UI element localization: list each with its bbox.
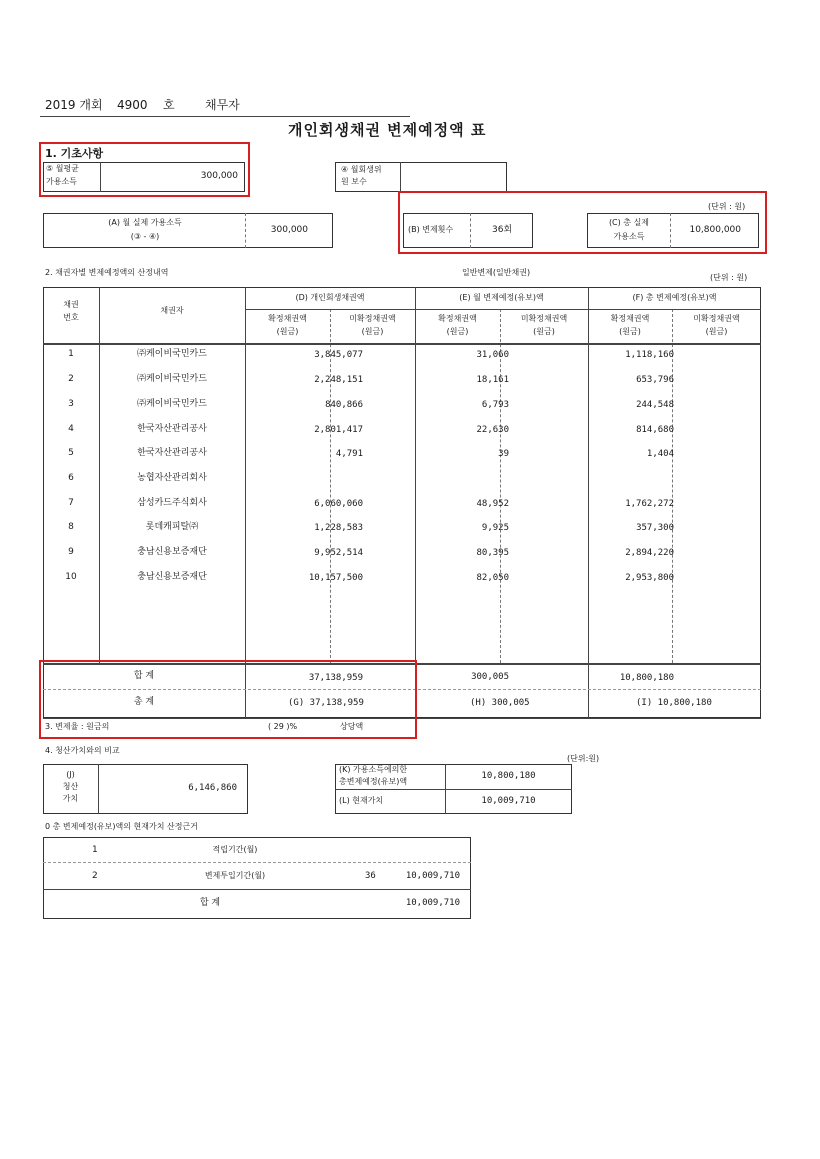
row-f: 1,118,160: [625, 350, 674, 360]
sub-won-e: (원금): [446, 327, 469, 336]
col-d-header: (D) 개인회생채권액: [295, 293, 365, 302]
cell-divider: [330, 309, 331, 663]
monthly-income-label: ⑤ 월평균: [46, 164, 79, 173]
row-d: 9,952,514: [314, 548, 363, 558]
row-d: 6,060,060: [314, 499, 363, 509]
pv-row2-label: 변제투입기간(월): [204, 871, 266, 880]
unit-label: (단위 : 원): [708, 202, 746, 211]
row-no: 4: [68, 424, 74, 434]
cell-divider: [672, 309, 673, 663]
highlight-box-total: [39, 660, 417, 739]
sum-label: 합 계: [133, 671, 155, 681]
header-underline: [40, 116, 410, 117]
col-e-header: (E) 월 변제예정(유보)액: [459, 293, 544, 302]
l-label: (L) 현재가치: [339, 796, 384, 805]
summary-a-label: (A) 월 실제 가용소득: [108, 218, 182, 227]
sub-won-d2: (원금): [361, 327, 384, 336]
section1-title: 1. 기초사항: [45, 147, 104, 160]
summary-a-label-2: (③ - ④): [130, 232, 160, 241]
sub-confirmed-f: 확정채권액: [610, 314, 650, 323]
pv-row2-no: 2: [92, 871, 98, 881]
row-e: 18,161: [476, 375, 509, 385]
col-creditor-header: 채권자: [160, 306, 184, 315]
cell-divider: [500, 309, 501, 663]
page-title: 개인회생채권 변제예정액 표: [288, 121, 487, 139]
row-divider: [43, 862, 471, 863]
row-d: 4,791: [335, 449, 363, 459]
row-creditor: 한국자산관리공사: [137, 424, 207, 434]
debtor-label: 채무자: [205, 98, 240, 112]
section2-title: 2. 채권자별 변제예정액의 산정내역: [45, 268, 169, 277]
pv-row2-months: 36: [365, 871, 376, 881]
k-label-2: 총변제예정(유보)액: [339, 777, 408, 786]
row-divider: [245, 309, 761, 310]
sum-d: 37,138,959: [308, 673, 363, 683]
repayment-rate-value: ( 29 )%: [268, 722, 298, 731]
case-number: 4900: [117, 98, 148, 112]
row-d: 10,157,500: [308, 573, 363, 583]
row-e: 48,952: [476, 499, 509, 509]
row-creditor: 충남신용보증재단: [137, 547, 207, 557]
row-creditor: 충남신용보증재단: [137, 572, 207, 582]
summary-c-value: 10,800,000: [689, 225, 741, 235]
col-no-header: 채권: [63, 300, 79, 309]
row-creditor: ㈜케이비국민카드: [137, 349, 207, 359]
monthly-income-label-2: 가용소득: [46, 177, 77, 186]
section4-title: 4. 청산가치와의 비교: [45, 746, 120, 755]
summary-a-value: 300,000: [270, 225, 308, 235]
summary-c-label-2: 가용소득: [613, 232, 645, 241]
row-divider: [43, 343, 761, 345]
row-d: 3,845,077: [314, 350, 363, 360]
row-no: 10: [65, 572, 77, 582]
row-e: 82,050: [476, 573, 509, 583]
row-no: 6: [68, 473, 74, 483]
row-creditor: 롯데캐피탈㈜: [145, 522, 199, 532]
sub-won-d: (원금): [276, 327, 299, 336]
row-no: 9: [68, 547, 74, 557]
row-creditor: ㈜케이비국민카드: [137, 374, 207, 384]
row-f: 357,300: [636, 523, 674, 533]
sub-confirmed-d: 확정채권액: [268, 314, 307, 323]
sum-e: 300,005: [471, 672, 509, 682]
j-label-3: 가치: [62, 794, 79, 803]
j-label-2: 청산: [62, 782, 79, 791]
pv-row1-no: 1: [92, 845, 98, 855]
row-no: 8: [68, 522, 74, 532]
cell-divider: [670, 213, 671, 248]
trustee-fee-label-2: 원 보수: [341, 177, 367, 186]
pv-sum-label: 합 계: [199, 898, 221, 908]
row-no: 7: [68, 498, 74, 508]
pv-sum-value: 10,009,710: [405, 898, 460, 908]
row-creditor: 한국자산관리공사: [137, 448, 207, 458]
sub-won-f: (원금): [619, 327, 641, 336]
row-d: 840,866: [325, 400, 363, 410]
row-e: 31,060: [476, 350, 509, 360]
row-no: 2: [68, 374, 74, 384]
repayment-rate-equiv: 상당액: [340, 722, 364, 731]
trustee-fee-label: ④ 월회생위: [341, 165, 382, 174]
row-no: 1: [68, 349, 74, 359]
row-e: 9,925: [481, 523, 509, 533]
cell-divider: [245, 213, 246, 248]
row-f: 653,796: [636, 375, 674, 385]
section4-unit: (단위:원): [567, 754, 600, 763]
k-label: (K) 가용소득에의한: [339, 765, 408, 774]
total-i: (I) 10,800,180: [636, 698, 712, 708]
sub-won-f2: (원금): [705, 327, 728, 336]
col-no-header-2: 번호: [63, 313, 79, 322]
section5-title: 0 총 변제예정(유보)액의 현재가치 산정근거: [45, 822, 198, 831]
row-e: 6,793: [481, 400, 509, 410]
j-value: 6,146,860: [188, 783, 237, 793]
row-f: 814,680: [636, 425, 674, 435]
row-divider: [43, 889, 471, 890]
k-value: 10,800,180: [481, 771, 536, 781]
row-d: 2,801,417: [314, 425, 363, 435]
sub-unconfirmed-e: 미확정채권액: [520, 314, 568, 323]
sum-f: 10,800,180: [619, 673, 674, 683]
case-ho: 호: [163, 98, 175, 112]
cell-divider: [470, 213, 471, 248]
row-divider: [335, 789, 572, 790]
section2-subtitle: 일반변제(일반채권): [462, 268, 531, 277]
row-f: 1,404: [646, 449, 674, 459]
pv-row2-value: 10,009,710: [405, 871, 460, 881]
l-value: 10,009,710: [481, 796, 536, 806]
row-creditor: ㈜케이비국민카드: [137, 399, 207, 409]
row-d: 1,228,583: [314, 523, 363, 533]
row-f: 2,953,800: [625, 573, 674, 583]
summary-b-label: (B) 변제횟수: [408, 225, 454, 234]
row-creditor: 농협자산관리회사: [137, 473, 207, 483]
summary-c-label: (C) 총 실제: [608, 218, 650, 227]
case-year: 2019 개회: [45, 98, 103, 112]
row-creditor: 삼성카드주식회사: [137, 498, 207, 508]
sub-unconfirmed-d: 미확정채권액: [349, 314, 396, 323]
row-e: 22,630: [476, 425, 509, 435]
cell-divider: [400, 162, 401, 192]
row-no: 3: [68, 399, 74, 409]
pv-row1-label: 적립기간(월): [212, 845, 258, 854]
total-g: (G) 37,138,959: [288, 698, 364, 708]
row-e: 80,395: [476, 548, 509, 558]
row-d: 2,248,151: [314, 375, 363, 385]
row-f: 1,762,272: [625, 499, 674, 509]
total-label: 총 계: [133, 697, 155, 707]
row-e: 39: [498, 449, 509, 459]
sub-confirmed-e: 확정채권액: [438, 314, 477, 323]
row-f: 2,894,220: [625, 548, 674, 558]
section2-unit: (단위 : 원): [710, 273, 748, 282]
repayment-rate-label: 3. 변제율 : 원금의: [45, 722, 110, 731]
j-label: (J): [66, 770, 75, 779]
row-f: 244,548: [636, 400, 674, 410]
sub-won-e2: (원금): [533, 327, 555, 336]
cell-divider: [98, 764, 99, 814]
summary-b-value: 36회: [492, 225, 513, 235]
row-no: 5: [68, 448, 74, 458]
sub-unconfirmed-f: 미확정채권액: [693, 314, 740, 323]
highlight-box-basic: [39, 142, 250, 197]
total-h: (H) 300,005: [470, 698, 530, 708]
monthly-income-value: 300,000: [200, 171, 238, 181]
col-f-header: (F) 총 변제예정(유보)액: [632, 293, 717, 302]
